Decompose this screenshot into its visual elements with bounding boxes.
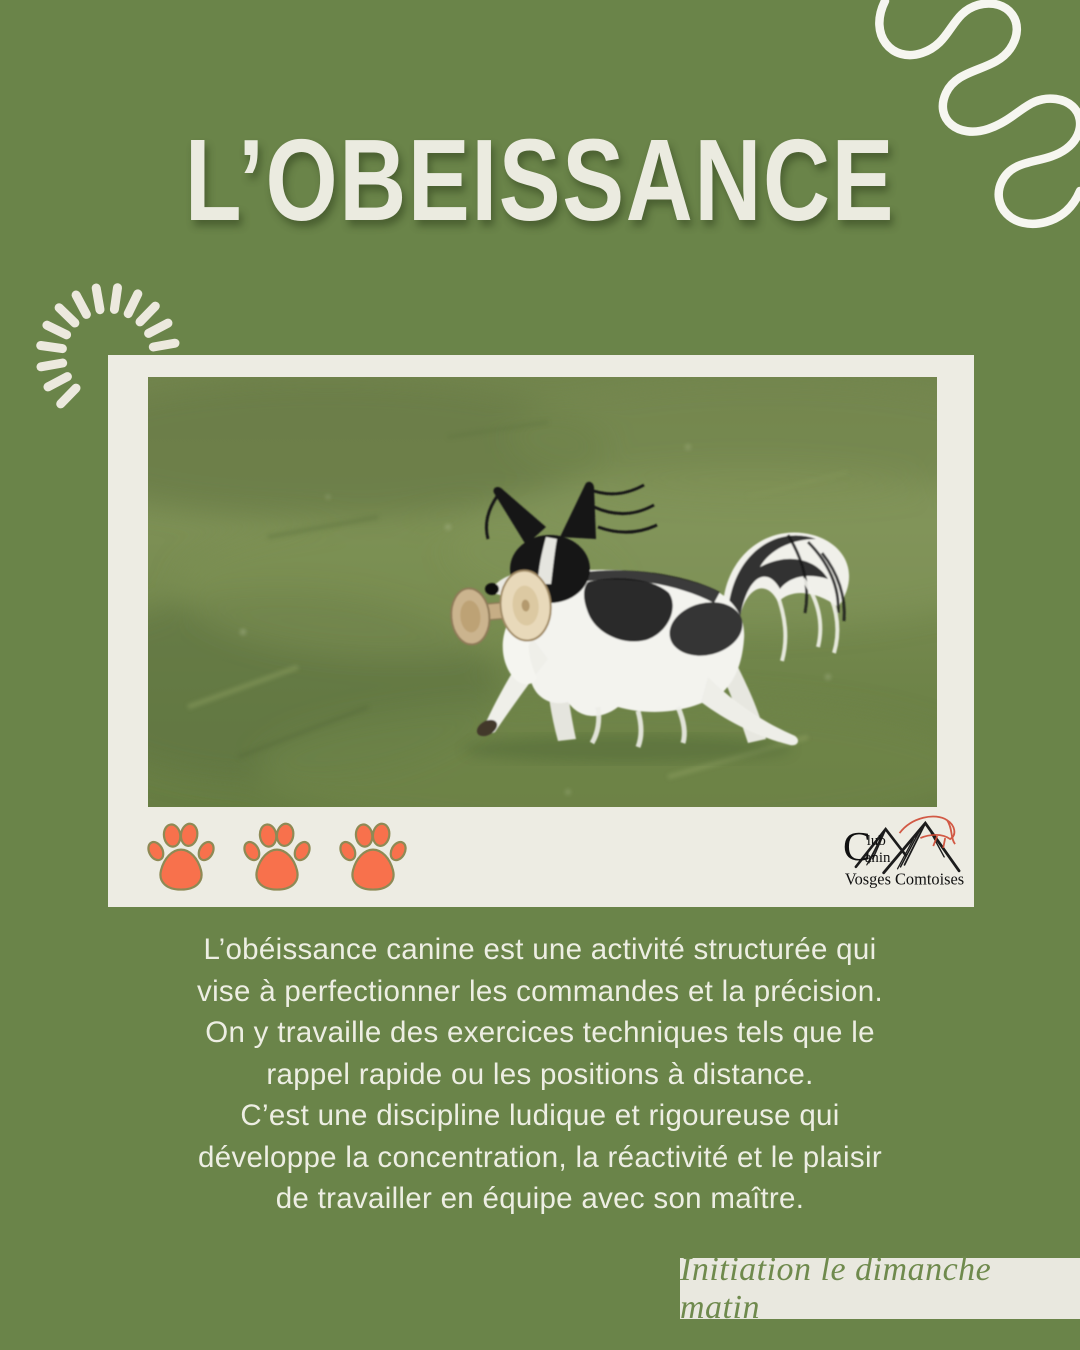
paw-row	[144, 817, 410, 897]
description-line: rappel rapide ou les positions à distance.	[266, 1057, 814, 1091]
schedule-banner-text: Initiation le dimanche matin	[680, 1250, 992, 1326]
paw-icon	[240, 817, 314, 897]
photo-card-footer	[108, 807, 974, 907]
description-line: vise à perfectionner les commandes et la précision.	[197, 974, 883, 1008]
logo-subtitle: Vosges Comtoises	[844, 869, 965, 889]
logo-word-club: lub	[866, 833, 886, 850]
paw-icon	[336, 817, 410, 897]
club-canin-logo	[842, 807, 966, 891]
paw-icon	[144, 817, 218, 897]
description-line: L’obéissance canine est une activité structurée qui	[203, 933, 877, 966]
description-line: On y travaille des exercices techniques tels que le	[205, 1016, 875, 1049]
schedule-banner	[680, 1250, 1080, 1326]
dog-photo	[148, 377, 937, 807]
description-line: C’est une discipline ludique et rigoureuse qui	[240, 1099, 840, 1132]
logo-word-canin: anin	[864, 849, 891, 866]
photo-card	[108, 355, 974, 907]
description-line: de travailler en équipe avec son maître.	[275, 1182, 805, 1215]
description-line: développe la concentration, la réactivité et le plaisir	[198, 1140, 882, 1174]
logo-initial: C	[842, 823, 871, 870]
description	[0, 929, 1080, 1220]
page-title: L’OBEISSANCE	[184, 115, 896, 245]
